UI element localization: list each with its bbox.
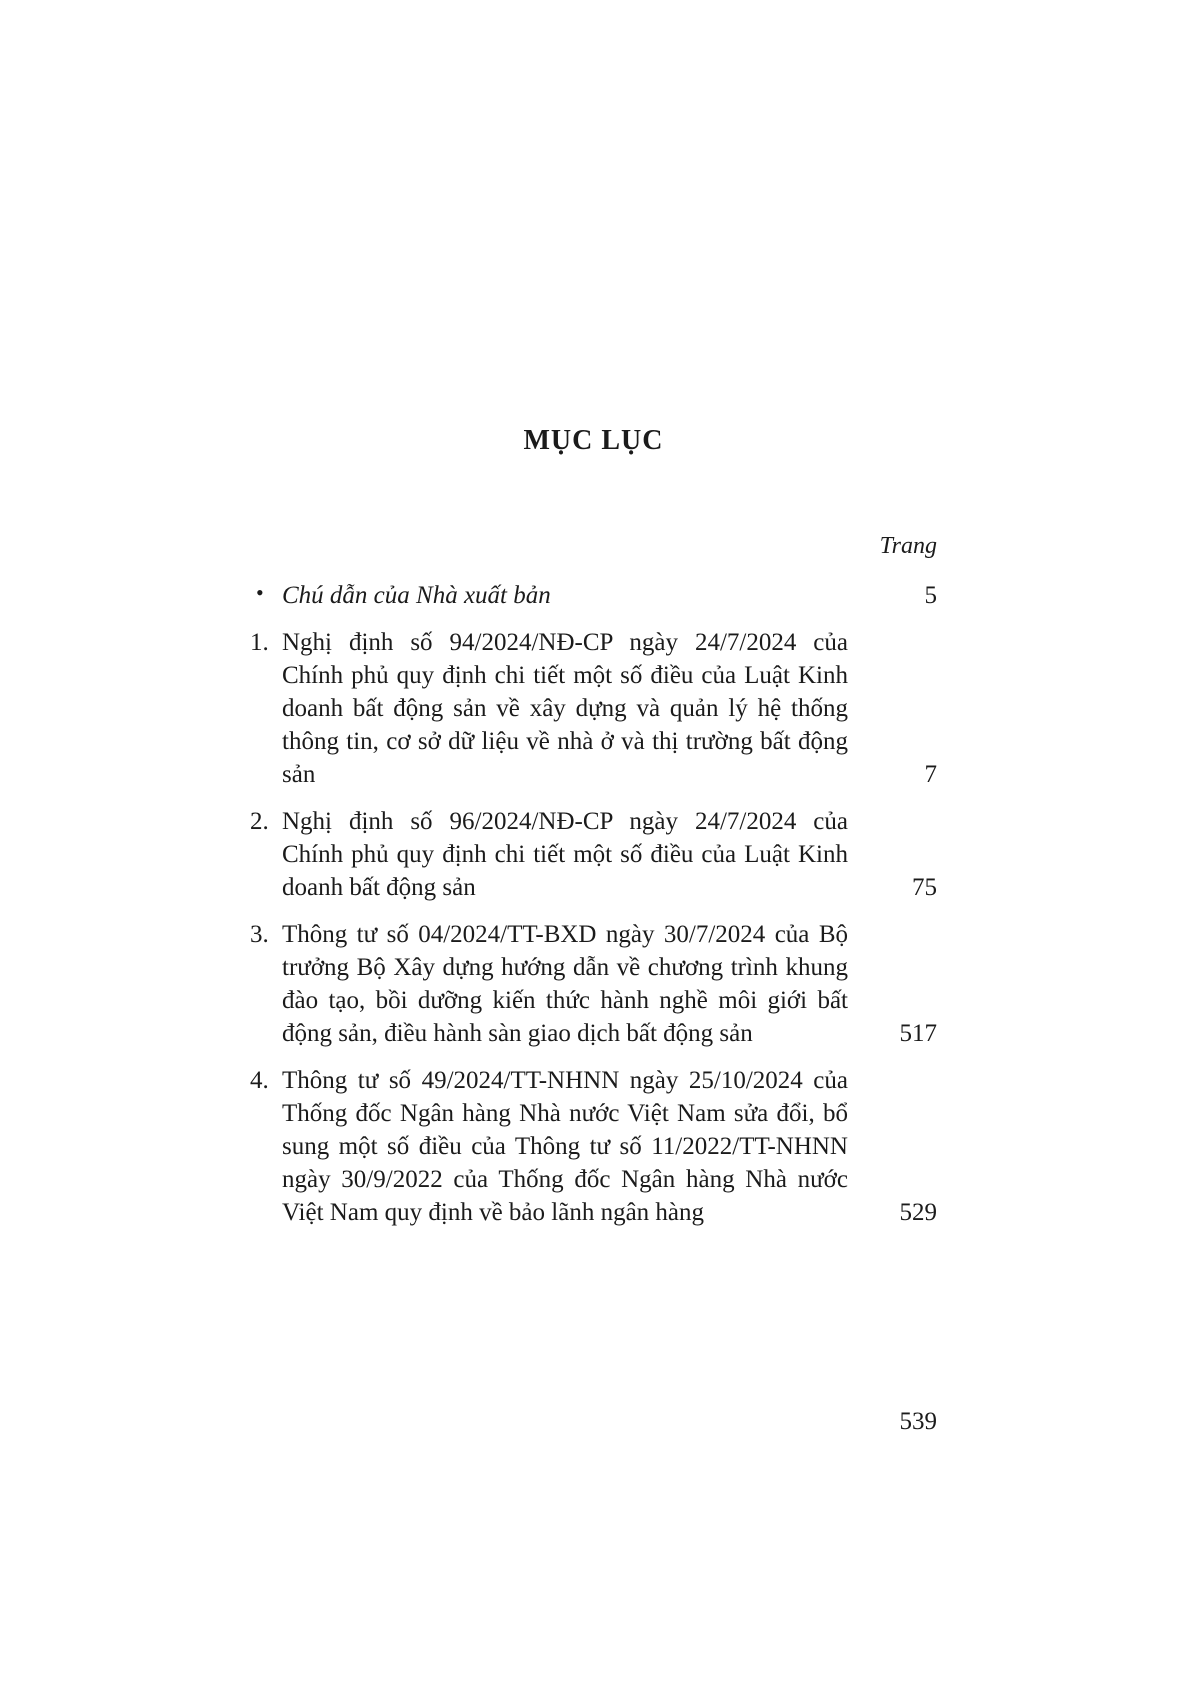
toc-preface-row	[250, 579, 937, 612]
toc-preface-page-number: 5	[924, 582, 937, 609]
toc-item-text: Nghị định số 96/2024/NĐ-CP ngày 24/7/2024 của Chính phủ quy định chi tiết một số điều của Luật Kinh doanh bất động sản	[282, 808, 848, 901]
toc-item-text: Nghị định số 94/2024/NĐ-CP ngày 24/7/2024 của Chính phủ quy định chi tiết một số điều của Luật Kinh doanh bất động sản về xây dựng và quản lý hệ thống thông tin, cơ sở dữ liệu về nhà ở và thị trường bất động sản	[282, 629, 848, 788]
page-title: MỤC LỤC	[523, 425, 664, 456]
toc-item-page-number: 7	[924, 761, 937, 788]
toc-item-text: Thông tư số 49/2024/TT-NHNN ngày 25/10/2024 của Thống đốc Ngân hàng Nhà nước Việt Nam sửa đổi, bổ sung một số điều của Thông tư số 11/2022/TT-NHNN ngày 30/9/2022 của Thống đốc Ngân hàng Nhà nước Việt Nam quy định về bảo lãnh ngân hàng	[282, 1067, 848, 1226]
toc-preface-label: Chú dẫn của Nhà xuất bản	[282, 582, 551, 609]
bullet-icon: •	[256, 580, 264, 605]
toc-item-number: 3.	[250, 921, 269, 948]
toc-item	[250, 626, 937, 791]
toc-item-number: 1.	[250, 629, 269, 656]
toc-item-text: Thông tư số 04/2024/TT-BXD ngày 30/7/2024 của Bộ trưởng Bộ Xây dựng hướng dẫn về chương trình khung đào tạo, bồi dưỡng kiến thức hành nghề môi giới bất động sản, điều hành sàn giao dịch bất động sản	[282, 921, 848, 1047]
footer-page-number: 539	[899, 1408, 937, 1435]
toc-item	[250, 918, 937, 1050]
page-column-header: Trang	[879, 533, 937, 559]
toc-item-number: 2.	[250, 808, 269, 835]
toc-content	[250, 424, 937, 1229]
toc-item	[250, 805, 937, 904]
toc-item-page-number: 517	[899, 1020, 937, 1047]
toc-item-page-number: 75	[912, 874, 937, 901]
toc-item-page-number: 529	[899, 1199, 937, 1226]
toc-item-number: 4.	[250, 1067, 269, 1094]
toc-item	[250, 1064, 937, 1229]
